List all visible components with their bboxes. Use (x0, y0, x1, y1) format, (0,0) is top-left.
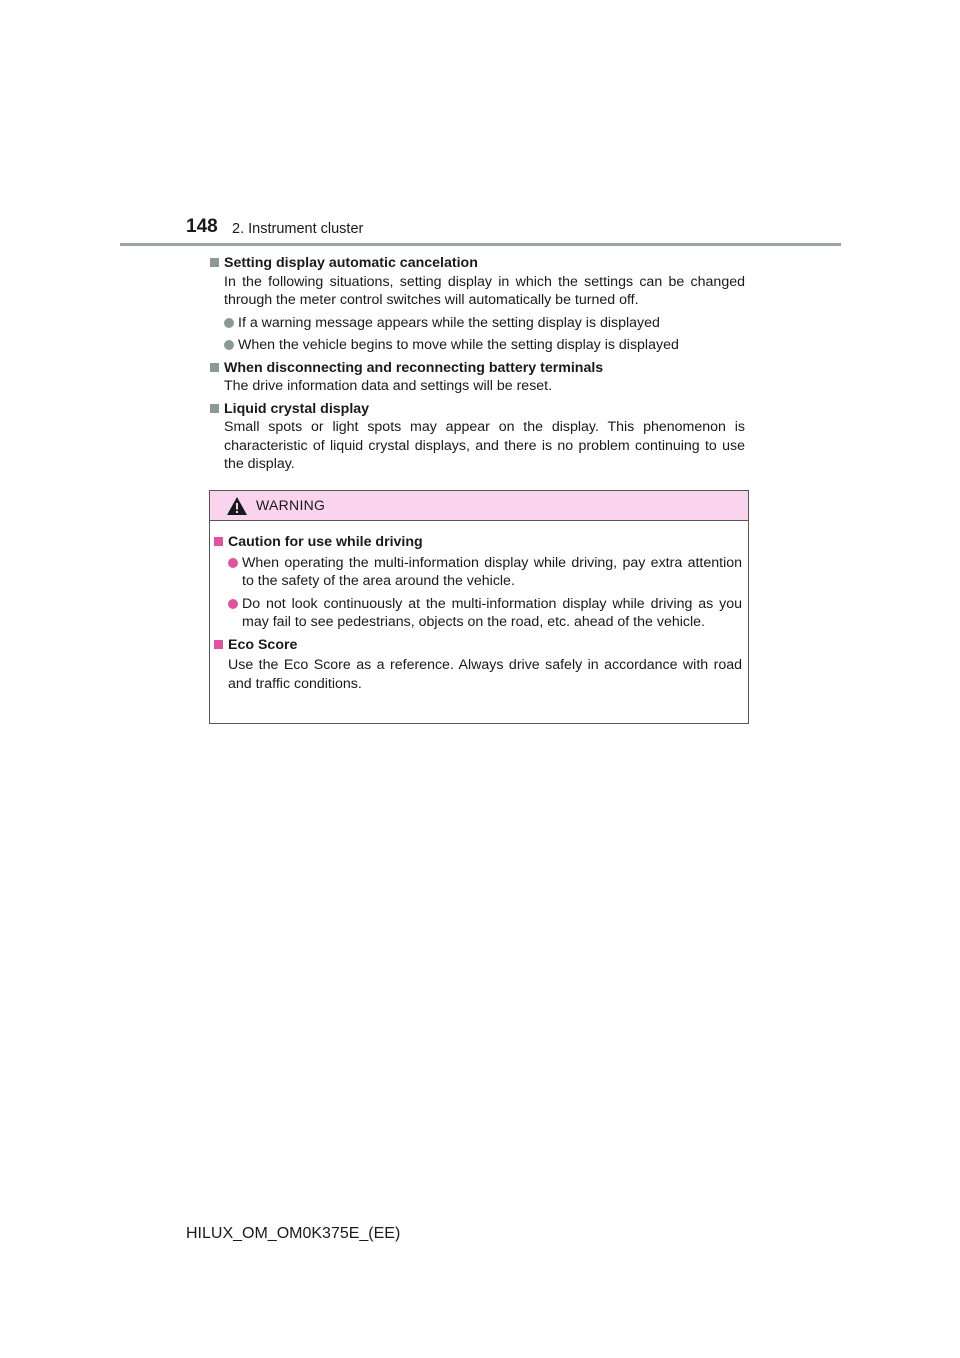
list-item: When operating the multi-information display while driving, pay extra attention to the safety of the area around the vehicle. (214, 554, 742, 591)
list-item: Do not look continuously at the multi-information display while driving as you may fail to see pedestrians, objects on the road, etc. ahead of the vehicle. (214, 595, 742, 632)
circle-bullet-icon (228, 558, 238, 568)
warning-label: WARNING (256, 497, 326, 513)
warning-body (210, 521, 748, 693)
warning-section-heading: Caution for use while driving (214, 533, 742, 552)
list-item: When the vehicle begins to move while the setting display is displayed (210, 336, 745, 355)
footer-doc-code: HILUX_OM_OM0K375E_(EE) (186, 1225, 401, 1242)
warning-header (210, 491, 748, 521)
warning-box (209, 490, 749, 724)
circle-bullet-icon (228, 599, 238, 609)
page-header (0, 0, 960, 250)
header-divider (120, 243, 841, 246)
square-bullet-icon (210, 363, 219, 372)
list-item: If a warning message appears while the setting display is displayed (210, 314, 745, 333)
section-setting-display (210, 254, 745, 355)
section-battery-terminals (210, 359, 745, 396)
square-bullet-icon (214, 640, 223, 649)
section-text: Small spots or light spots may appear on the display. This phenomenon is characteristic of liquid crystal displays, and there is no problem continuing to use the display. (224, 419, 745, 472)
section-liquid-crystal (210, 400, 745, 474)
section-text: The drive information data and settings will be reset. (224, 378, 553, 394)
page-number: 148 (186, 216, 218, 237)
section-title: 2. Instrument cluster (232, 221, 364, 237)
warning-section-text: Use the Eco Score as a reference. Always drive safely in accordance with road and traffic conditions. (228, 657, 742, 692)
section-heading: Liquid crystal display (210, 400, 745, 419)
bullet-list (210, 314, 745, 355)
square-bullet-icon (210, 404, 219, 413)
section-heading: Setting display automatic cancelation (210, 254, 745, 273)
circle-bullet-icon (224, 318, 234, 328)
square-bullet-icon (210, 258, 219, 267)
circle-bullet-icon (224, 340, 234, 350)
warning-section-heading: Eco Score (214, 636, 742, 655)
section-text: In the following situations, setting display in which the settings can be changed through the meter control switches will automatically be turned off. (224, 273, 745, 308)
warning-triangle-icon (226, 496, 248, 516)
section-heading: When disconnecting and reconnecting battery terminals (210, 359, 745, 378)
main-content (210, 254, 745, 478)
square-bullet-icon (214, 537, 223, 546)
